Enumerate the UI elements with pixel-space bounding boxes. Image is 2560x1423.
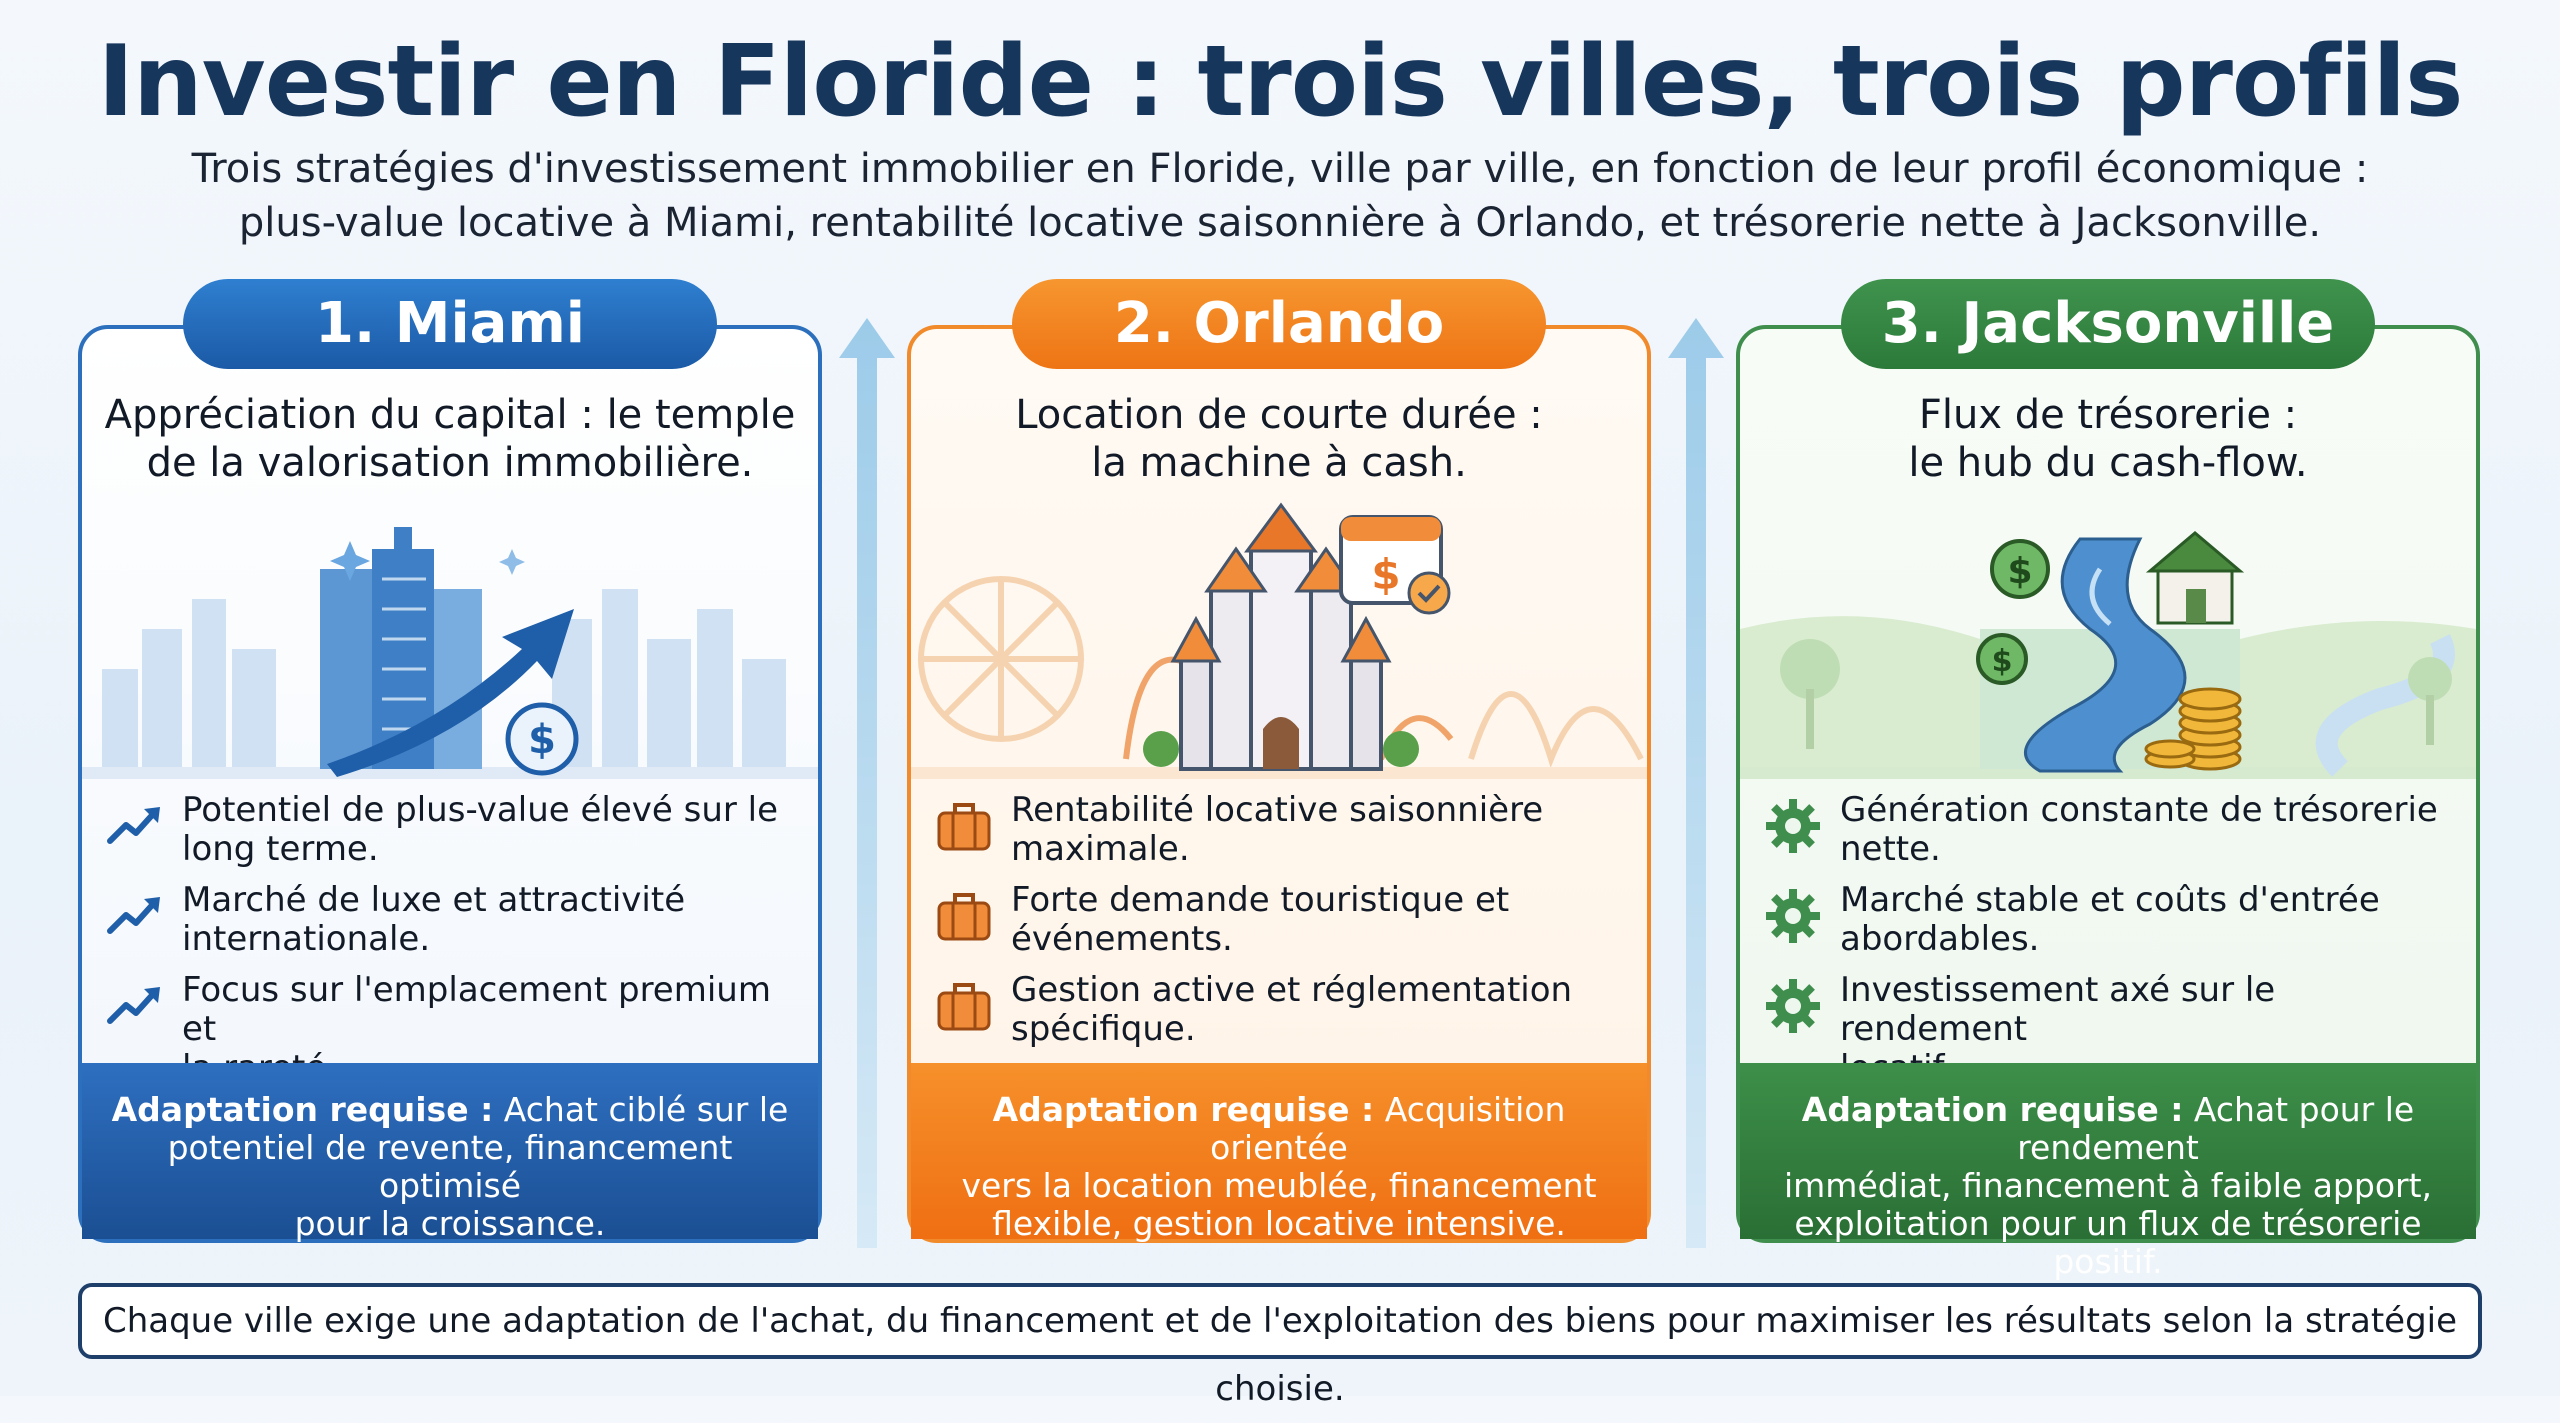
card-footer xyxy=(1740,1063,2476,1281)
list-item xyxy=(104,791,800,881)
bullet-text-line: Rentabilité locative saisonnière xyxy=(1011,790,1544,830)
footer-line-3: pour la croissance. xyxy=(294,1204,606,1243)
city-card-jacksonville xyxy=(1736,325,2480,1281)
card-footer xyxy=(911,1063,1647,1243)
svg-text:$: $ xyxy=(528,717,556,763)
bullet-text-line: Génération constante de trésorerie xyxy=(1840,790,2438,830)
city-card-orlando xyxy=(907,325,1651,1243)
city-pill-orlando: 2. Orlando xyxy=(1012,279,1546,369)
bullet-text-line: Focus sur l'emplacement premium et xyxy=(182,970,771,1049)
bullet-list xyxy=(104,791,800,1061)
castle-rollercoaster-icon xyxy=(911,509,1647,779)
bullet-list xyxy=(1762,791,2458,1061)
separator-arrow-icon xyxy=(839,318,895,1248)
footer-text: Achat ciblé sur le xyxy=(493,1090,789,1129)
footer-label: Adaptation requise : xyxy=(1801,1090,2184,1129)
footer-label: Adaptation requise : xyxy=(111,1090,494,1129)
bullet-text-line: Investissement axé sur le rendement xyxy=(1840,970,2276,1049)
card-heading xyxy=(931,391,1627,487)
list-item xyxy=(1762,971,2458,1061)
card-heading xyxy=(102,391,798,487)
trend-up-icon xyxy=(104,885,166,947)
card-heading-line-2: de la valorisation immobilière. xyxy=(146,440,754,486)
bullet-text-line: Forte demande touristique et xyxy=(1011,880,1510,920)
gear-icon xyxy=(1762,975,1824,1037)
list-item xyxy=(933,881,1629,971)
list-item xyxy=(933,791,1629,881)
footer-line-2: potentiel de revente, financement optimisé xyxy=(167,1128,733,1205)
list-item xyxy=(1762,881,2458,971)
svg-text:$: $ xyxy=(1371,550,1401,599)
card-heading-line-1: Appréciation du capital : le temple xyxy=(104,392,796,438)
suitcase-icon xyxy=(933,885,995,947)
card-heading-line-2: la machine à cash. xyxy=(1091,440,1467,486)
bullet-text-line: événements. xyxy=(1011,919,1233,959)
page-title: Investir en Floride : trois villes, trois profils xyxy=(97,25,2463,139)
city-card-miami xyxy=(78,325,822,1243)
bullet-text-line: Potentiel de plus-value élevé sur le xyxy=(182,790,779,830)
gear-icon xyxy=(1762,885,1824,947)
list-item xyxy=(104,971,800,1061)
bullet-text-line: Marché stable et coûts d'entrée xyxy=(1840,880,2380,920)
suitcase-icon xyxy=(933,975,995,1037)
bullet-text-line: maximale. xyxy=(1011,829,1190,869)
list-item xyxy=(933,971,1629,1061)
list-item xyxy=(1762,791,2458,881)
footer-text: Acquisition orientée xyxy=(1210,1090,1566,1167)
footer-line-1 xyxy=(933,1091,1625,1167)
bullet-text-line: nette. xyxy=(1840,829,1941,869)
card-heading-line-1: Location de courte durée : xyxy=(1015,392,1543,438)
city-pill-jacksonville: 3. Jacksonville xyxy=(1841,279,2375,369)
footer-line-1 xyxy=(1762,1091,2454,1167)
card-heading-line-2: le hub du cash-flow. xyxy=(1908,440,2308,486)
bullet-list xyxy=(933,791,1629,1061)
separator-arrow-icon xyxy=(1668,318,1724,1248)
list-item xyxy=(104,881,800,971)
bullet-text-line: abordables. xyxy=(1840,919,2040,959)
river-house-coins-icon xyxy=(1740,509,2476,779)
city-pill-miami: 1. Miami xyxy=(183,279,717,369)
page-subtitle xyxy=(0,142,2560,250)
trend-up-icon xyxy=(104,795,166,857)
skyscraper-growth-icon xyxy=(82,509,818,779)
bullet-text-line: spécifique. xyxy=(1011,1009,1196,1049)
card-heading-line-1: Flux de trésorerie : xyxy=(1918,392,2298,438)
card-footer xyxy=(82,1063,818,1243)
bullet-text-line: long terme. xyxy=(182,829,379,869)
gear-icon xyxy=(1762,795,1824,857)
footer-label: Adaptation requise : xyxy=(992,1090,1375,1129)
bullet-text-line: Marché de luxe et attractivité xyxy=(182,880,686,920)
subtitle-line-1: Trois stratégies d'investissement immobilier en Floride, ville par ville, en fonction de leur profil économique : xyxy=(191,146,2369,192)
trend-up-icon xyxy=(104,975,166,1037)
suitcase-icon xyxy=(933,795,995,857)
bullet-text-line: internationale. xyxy=(182,919,431,959)
card-heading xyxy=(1760,391,2456,487)
bullet-text-line: Gestion active et réglementation xyxy=(1011,970,1573,1010)
svg-text:$: $ xyxy=(1991,644,2013,679)
footer-line-2: vers la location meublée, financement xyxy=(961,1166,1597,1205)
svg-text:$: $ xyxy=(2007,551,2033,592)
footer-line-2: immédiat, financement à faible apport, xyxy=(1783,1166,2433,1205)
footer-text: Achat pour le rendement xyxy=(2017,1090,2415,1167)
footer-line-3: flexible, gestion locative intensive. xyxy=(992,1204,1566,1243)
footer-line-3: exploitation pour un flux de trésorerie positif. xyxy=(1794,1204,2422,1281)
conclusion-banner: Chaque ville exige une adaptation de l'achat, du financement et de l'exploitation des biens pour maximiser les résultats selon la stratégie choisie. xyxy=(78,1283,2482,1359)
footer-line-1 xyxy=(104,1091,796,1129)
subtitle-line-2: plus-value locative à Miami, rentabilité locative saisonnière à Orlando, et trésorerie nette à Jacksonville. xyxy=(238,200,2322,246)
